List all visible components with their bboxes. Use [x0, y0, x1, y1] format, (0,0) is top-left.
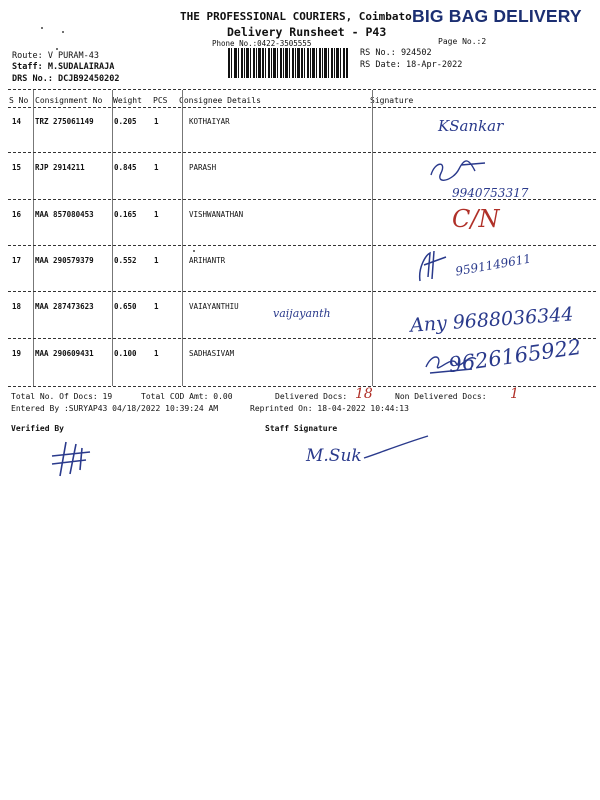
- route: Route: V PURAM-43: [12, 51, 99, 61]
- reprinted-on: Reprinted On: 18-04-2022 10:44:13: [250, 404, 409, 413]
- staff-name: Staff: M.SUDALAIRAJA: [12, 62, 115, 72]
- row-pcs: 1: [154, 210, 159, 219]
- delivered-docs-label: Delivered Docs:: [275, 392, 348, 401]
- handwritten-signature-row15: [425, 155, 495, 187]
- row-consignee: KOTHAIYAR: [189, 117, 230, 126]
- drs-number: DRS No.: DCJB92450202: [12, 74, 120, 84]
- col-divider: [182, 90, 183, 386]
- handwritten-signature-row18: Any 9688036344: [409, 303, 575, 337]
- big-bag-banner: BIG BAG DELIVERY: [412, 6, 582, 26]
- col-header-signature: Signature: [370, 96, 414, 105]
- row-pcs: 1: [154, 256, 159, 265]
- handwritten-phone-row17: 9591149611: [454, 251, 532, 279]
- total-cod-amount: Total COD Amt: 0.00: [141, 392, 233, 401]
- non-delivered-docs-label: Non Delivered Docs:: [395, 392, 487, 401]
- verified-by-signature: [46, 438, 96, 480]
- company-name: THE PROFESSIONAL COURIERS, Coimbato: [180, 10, 412, 23]
- rs-number: RS No.: 924502: [360, 48, 432, 58]
- handwritten-cn-row16: C/N: [452, 205, 500, 233]
- col-header-consignment: Consignment No: [35, 96, 103, 105]
- row-consignment: MAA 857080453: [35, 210, 94, 219]
- table-bottom-rule: [8, 386, 596, 387]
- non-delivered-docs-count: 1: [510, 386, 519, 402]
- handwritten-phone-row15: 9940753317: [452, 186, 529, 200]
- col-divider: [112, 90, 113, 386]
- header-top-rule: [8, 89, 596, 90]
- col-header-weight: Weight: [113, 96, 142, 105]
- header-bottom-rule: [8, 107, 596, 108]
- staff-signature-label: Staff Signature: [265, 424, 338, 433]
- row-consignment: MAA 290609431: [35, 349, 94, 358]
- total-docs: Total No. Of Docs: 19: [11, 392, 113, 401]
- row-weight: 0.552: [114, 256, 137, 265]
- col-header-pcs: PCS: [153, 96, 168, 105]
- col-divider: [372, 90, 373, 386]
- handwritten-signature-row17: [412, 247, 452, 287]
- staff-signature: M.Suk: [306, 446, 362, 466]
- row-divider: [8, 245, 596, 246]
- row-pcs: 1: [154, 163, 159, 172]
- page-number: Page No.:2: [438, 37, 487, 46]
- row-consignee: VISHWANATHAN: [189, 210, 244, 219]
- phone-number: Phone No.:0422-3505555: [212, 39, 312, 48]
- barcode-image: [228, 48, 348, 78]
- row-consignment: MAA 290579379: [35, 256, 94, 265]
- row-weight: 0.165: [114, 210, 137, 219]
- row-sno: 17: [12, 256, 22, 265]
- delivered-docs-count: 18: [355, 386, 373, 402]
- row-pcs: 1: [154, 302, 159, 311]
- runsheet-title: Delivery Runsheet - P43: [227, 25, 387, 39]
- row-consignee: PARASH: [189, 163, 217, 172]
- col-header-sno: S No: [9, 96, 29, 105]
- row-consignment: MAA 287473623: [35, 302, 94, 311]
- row-consignee: VAIAYANTHIU: [189, 302, 239, 311]
- rs-date: RS Date: 18-Apr-2022: [360, 60, 463, 70]
- row-weight: 0.205: [114, 117, 137, 126]
- row-weight: 0.845: [114, 163, 137, 172]
- handwritten-signature-row14: KSankar: [438, 117, 504, 135]
- row-consignment: RJP 2914211: [35, 163, 85, 172]
- entered-by: Entered By :SURYAP43 04/18/2022 10:39:24 AM: [11, 404, 219, 413]
- row-sno: 16: [12, 210, 22, 219]
- row-divider: [8, 338, 596, 339]
- row-pcs: 1: [154, 117, 159, 126]
- row-sno: 19: [12, 349, 22, 358]
- row-weight: 0.650: [114, 302, 137, 311]
- row-consignee: ARIHANTR: [189, 256, 226, 265]
- row-weight: 0.100: [114, 349, 137, 358]
- handwritten-phone-row19: 9626165922: [446, 334, 583, 378]
- col-divider: [33, 90, 34, 386]
- row-divider: [8, 291, 596, 292]
- handwritten-name-row18: vaijayanth: [273, 307, 331, 320]
- row-sno: 15: [12, 163, 22, 172]
- row-sno: 14: [12, 117, 22, 126]
- verified-by-label: Verified By: [11, 424, 64, 433]
- staff-signature-flourish: [362, 432, 432, 462]
- row-pcs: 1: [154, 349, 159, 358]
- row-divider: [8, 152, 596, 153]
- row-sno: 18: [12, 302, 22, 311]
- col-header-consignee: Consignee Details: [179, 96, 261, 105]
- row-consignee: SADHASIVAM: [189, 349, 235, 358]
- row-consignment: TRZ 275061149: [35, 117, 94, 126]
